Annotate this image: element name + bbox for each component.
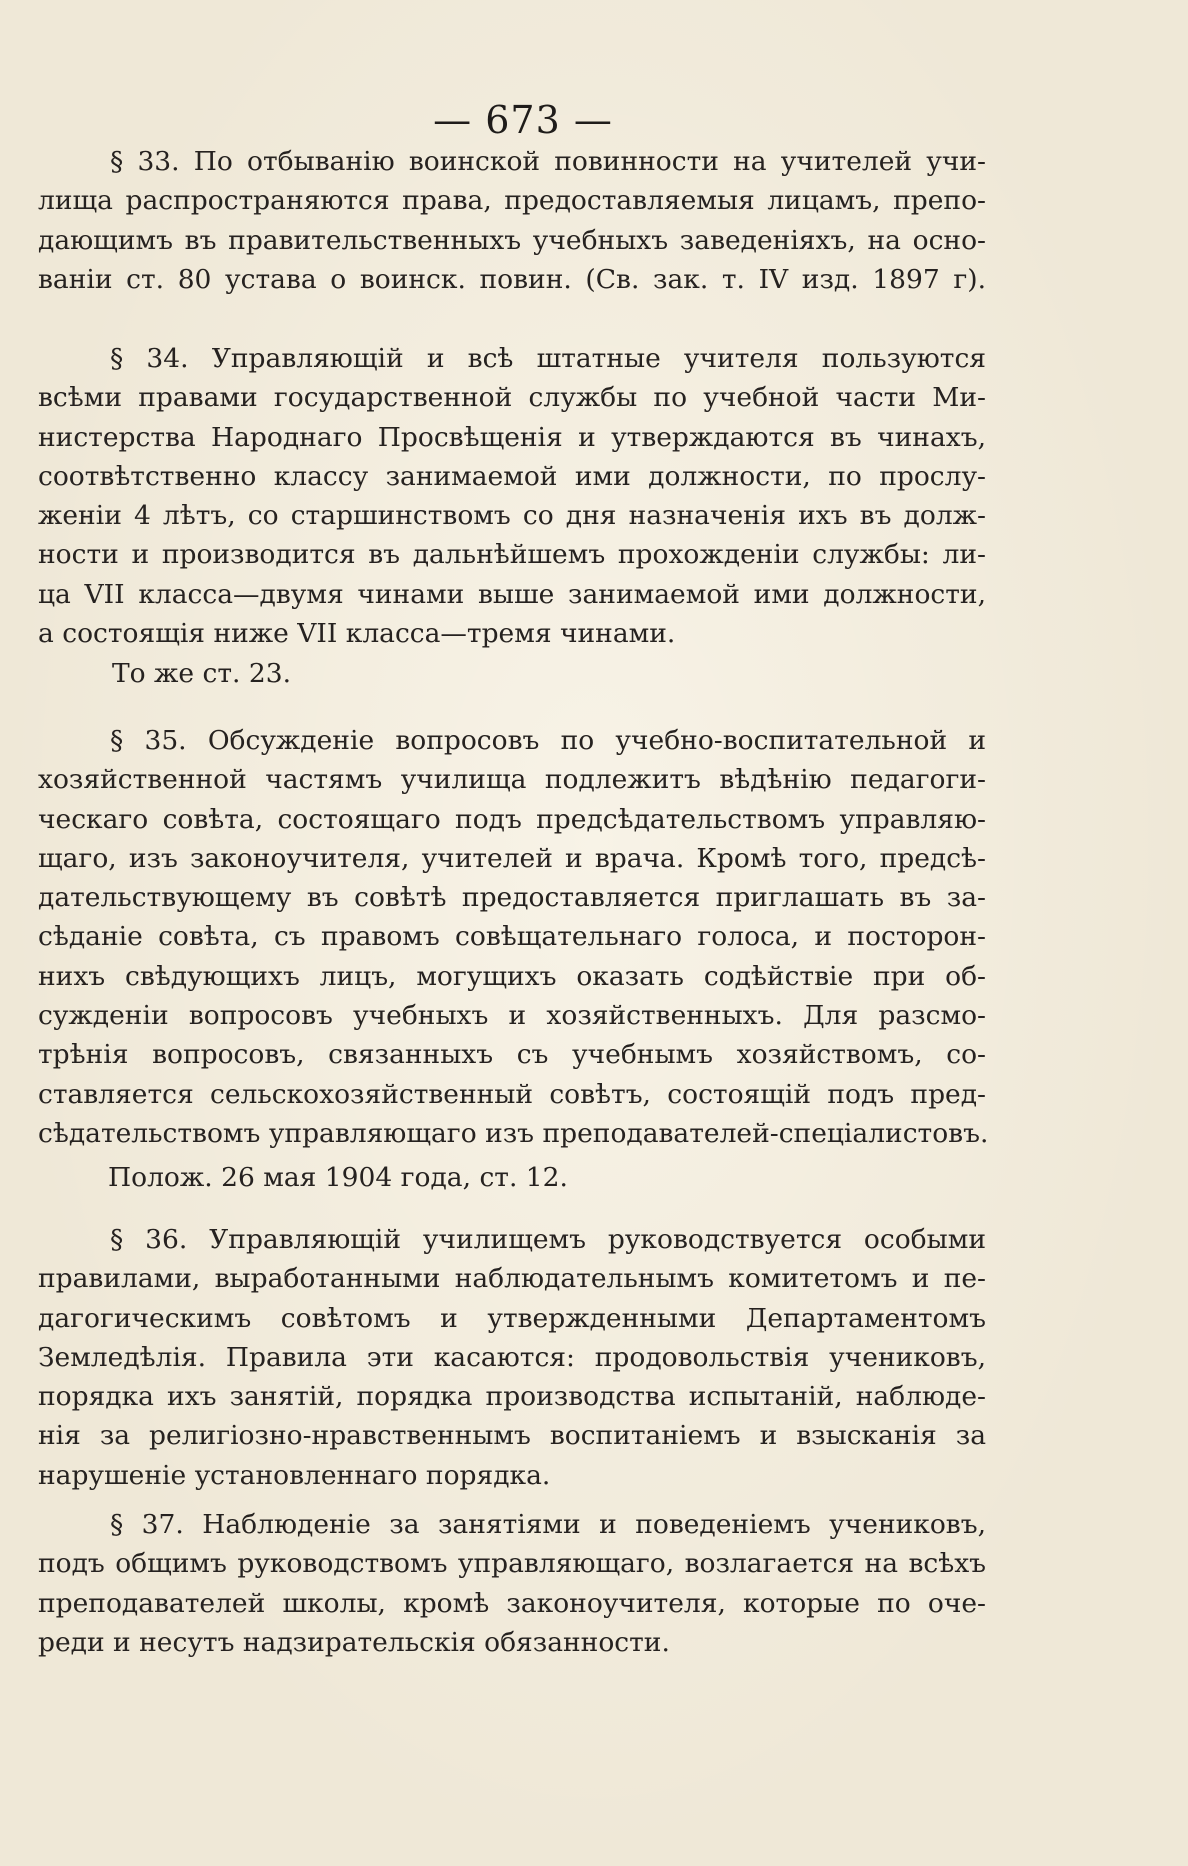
text-line: а состоящія ниже VII класса—тремя чинами. (38, 618, 676, 650)
source-citation: То же ст. 23. (112, 658, 292, 689)
text-line: порядка ихъ занятій, порядка производства испытаній, наблюде- (38, 1381, 986, 1413)
text-line: § 35. Обсужденіе вопросовъ по учебно-воспитательной и (110, 725, 986, 756)
text-line: дающимъ въ правительственныхъ учебныхъ заведеніяхъ, на осно- (38, 224, 986, 256)
text-line: правилами, выработанными наблюдательнымъ комитетомъ и пе- (38, 1263, 986, 1295)
text-line: ваніи ст. 80 устава о воинск. повин. (Св. зак. т. IV изд. 1897 г). (38, 263, 986, 295)
text-line: § 37. Наблюденіе за занятіями и поведеніемъ учениковъ, (110, 1509, 986, 1540)
text-line: нія за религіозно-нравственнымъ воспитаніемъ и взысканія за (38, 1420, 986, 1452)
text-line: щаго, изъ законоучителя, учителей и врача. Кромѣ того, предсѣ- (38, 842, 986, 874)
paragraph-36 (38, 1220, 986, 1495)
paragraph-34 (38, 339, 986, 653)
text-line: хозяйственной частямъ училища подлежитъ вѣдѣнію педагоги- (38, 764, 986, 796)
text-line: дательствующему въ совѣтѣ предоставляется приглашать въ за- (38, 882, 986, 914)
text-line: ставляется сельскохозяйственный совѣтъ, состоящій подъ пред- (38, 1078, 986, 1110)
text-line: реди и несутъ надзирательскія обязанности. (38, 1626, 670, 1658)
text-line: Земледѣлія. Правила эти касаются: продовольствія учениковъ, (38, 1341, 986, 1373)
text-line: дагогическимъ совѣтомъ и утвержденными Департаментомъ (38, 1302, 986, 1334)
text-line: сужденіи вопросовъ учебныхъ и хозяйственныхъ. Для разсмо- (38, 1000, 986, 1032)
page-number: — 673 — (433, 98, 613, 142)
text-line: нистерства Народнаго Просвѣщенія и утверждаются въ чинахъ, (38, 421, 986, 453)
text-line: нихъ свѣдующихъ лицъ, могущихъ оказать содѣйствіе при об- (38, 960, 986, 992)
text-line: соотвѣтственно классу занимаемой ими должности, по прослу- (38, 460, 986, 492)
text-line: ческаго совѣта, состоящаго подъ предсѣдательствомъ управляю- (38, 803, 986, 835)
text-line: ца VII класса—двумя чинами выше занимаемой ими должности, (38, 578, 986, 610)
paragraph-33 (38, 142, 986, 299)
text-line: трѣнія вопросовъ, связанныхъ съ учебнымъ хозяйствомъ, со- (38, 1039, 986, 1071)
text-line: подъ общимъ руководствомъ управляющаго, возлагается на всѣхъ (38, 1548, 986, 1580)
text-line: преподавателей школы, кромѣ законоучителя, которые по оче- (38, 1587, 986, 1619)
paragraph-37 (38, 1505, 986, 1662)
text-line: § 36. Управляющій училищемъ руководствуется особыми (110, 1224, 986, 1255)
text-line: сѣдательствомъ управляющаго изъ преподавателей-спеціалистовъ. (38, 1117, 989, 1149)
paragraph-35 (38, 721, 989, 1153)
text-line: сѣданіе совѣта, съ правомъ совѣщательнаго голоса, и посторон- (38, 921, 986, 953)
text-line: § 33. По отбыванію воинской повинности на учителей учи- (110, 146, 986, 177)
text-line: нарушеніе установленнаго порядка. (38, 1459, 551, 1491)
text-line: лища распространяются права, предоставляемыя лицамъ, препо- (38, 185, 986, 217)
text-line: § 34. Управляющій и всѣ штатные учителя пользуются (110, 343, 986, 374)
text-line: всѣми правами государственной службы по учебной части Ми- (38, 382, 986, 414)
text-line: ности и производится въ дальнѣйшемъ прохожденіи службы: ли- (38, 539, 986, 571)
text-line: женіи 4 лѣтъ, со старшинствомъ со дня назначенія ихъ въ долж- (38, 500, 986, 532)
source-citation: Полож. 26 мая 1904 года, ст. 12. (108, 1162, 568, 1193)
